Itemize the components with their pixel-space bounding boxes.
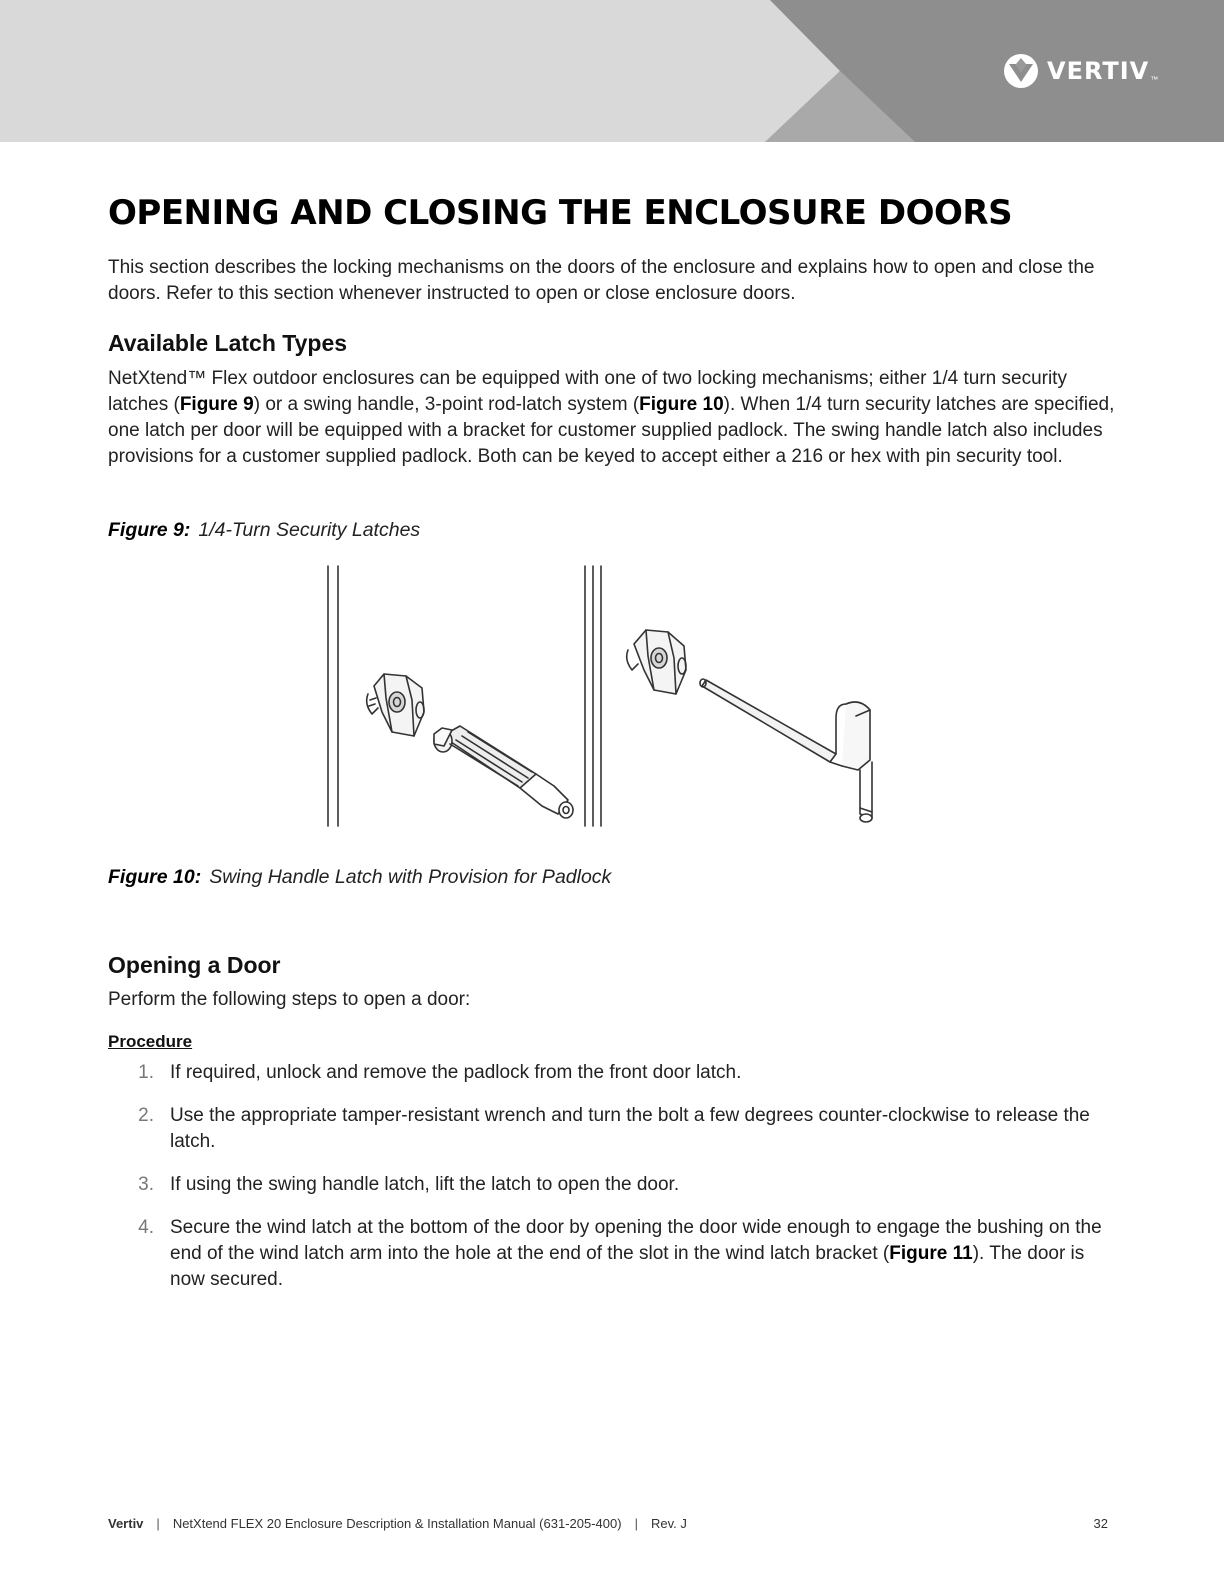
- page-number: 32: [1093, 1516, 1108, 1531]
- step-text-part2: ). The door is now secured.: [170, 1243, 1085, 1290]
- vertiv-logo-icon: [1003, 54, 1039, 88]
- step-text: [170, 1217, 1102, 1290]
- step-text-part1: Secure the wind latch at the bottom of the door by opening the door wide enough to engage the bushing on the end of the wind latch arm into the hole at the end of the slot in the wind latch bracket (: [170, 1217, 1102, 1264]
- step-text: If using the swing handle latch, lift the latch to open the door.: [170, 1174, 680, 1195]
- figure9-caption: [108, 519, 420, 542]
- latch-illustration: [322, 562, 888, 830]
- page-header: [0, 0, 1224, 142]
- figure10-caption-text: Swing Handle Latch with Provision for Padlock: [209, 866, 612, 888]
- procedure-step: [108, 1060, 1108, 1086]
- vertiv-logo: [1003, 54, 1158, 88]
- procedure-step: [108, 1103, 1108, 1155]
- step-number: 4.: [138, 1217, 154, 1238]
- footer-brand: Vertiv: [108, 1516, 144, 1531]
- opening-door-heading: Opening a Door: [108, 952, 281, 978]
- figure11-link[interactable]: Figure 11: [889, 1243, 973, 1264]
- intro-paragraph: This section describes the locking mechanisms on the doors of the enclosure and explains how to open and close the doors. Refer to this section whenever instructed to open or close enclosure doors.: [108, 257, 1095, 304]
- procedure-step: [108, 1172, 1108, 1198]
- latch-types-heading: Available Latch Types: [108, 330, 348, 356]
- figure10-caption: [108, 866, 611, 889]
- figure10-label: Figure 10:: [108, 866, 202, 888]
- figure9-label: Figure 9:: [108, 519, 191, 541]
- latch-text-1: NetXtend™ Flex outdoor enclosures can be equipped with one of two locking mechanisms; either 1/4 turn security latches (: [108, 368, 1067, 415]
- figure9-caption-text: 1/4-Turn Security Latches: [198, 519, 421, 541]
- page-footer: [108, 1516, 1108, 1531]
- step-number: 2.: [138, 1105, 154, 1126]
- logo-trademark: ™: [1150, 75, 1159, 84]
- procedure-label: Procedure: [108, 1032, 193, 1051]
- procedure-steps: [108, 1060, 1108, 1310]
- step-number: 3.: [138, 1174, 154, 1195]
- opening-door-intro: Perform the following steps to open a door:: [108, 989, 471, 1010]
- page-title: OPENING AND CLOSING THE ENCLOSURE DOORS: [108, 193, 1013, 233]
- latch-text-3: ). When 1/4 turn security latches are specified, one latch per door will be equipped with a bracket for customer supplied padlock. The swing handle latch also includes provisions for a customer supplied padlock. Both can be keyed to accept either a 216 or hex with pin security tool.: [108, 394, 1115, 467]
- step-text: If required, unlock and remove the padlock from the front door latch.: [170, 1062, 742, 1083]
- footer-revision: Rev. J: [650, 1516, 687, 1531]
- logo-wordmark: VERTIV: [1047, 57, 1150, 85]
- latch-text-2: ) or a swing handle, 3-point rod-latch system (: [253, 394, 640, 415]
- figure10-link[interactable]: Figure 10: [639, 394, 724, 415]
- procedure-step: [108, 1215, 1108, 1293]
- figure9-link[interactable]: Figure 9: [179, 394, 254, 415]
- step-number: 1.: [138, 1062, 154, 1083]
- footer-separator: |: [634, 1516, 638, 1531]
- footer-document-title: NetXtend FLEX 20 Enclosure Description & Installation Manual (631-205-400): [172, 1516, 622, 1531]
- swing-handle-latch-drawing: [627, 630, 872, 822]
- quarter-turn-latch-drawing: [367, 674, 573, 818]
- latch-types-paragraph: [108, 366, 1118, 470]
- footer-separator: |: [156, 1516, 160, 1531]
- step-text: Use the appropriate tamper-resistant wrench and turn the bolt a few degrees counter-clockwise to release the latch.: [170, 1105, 1090, 1152]
